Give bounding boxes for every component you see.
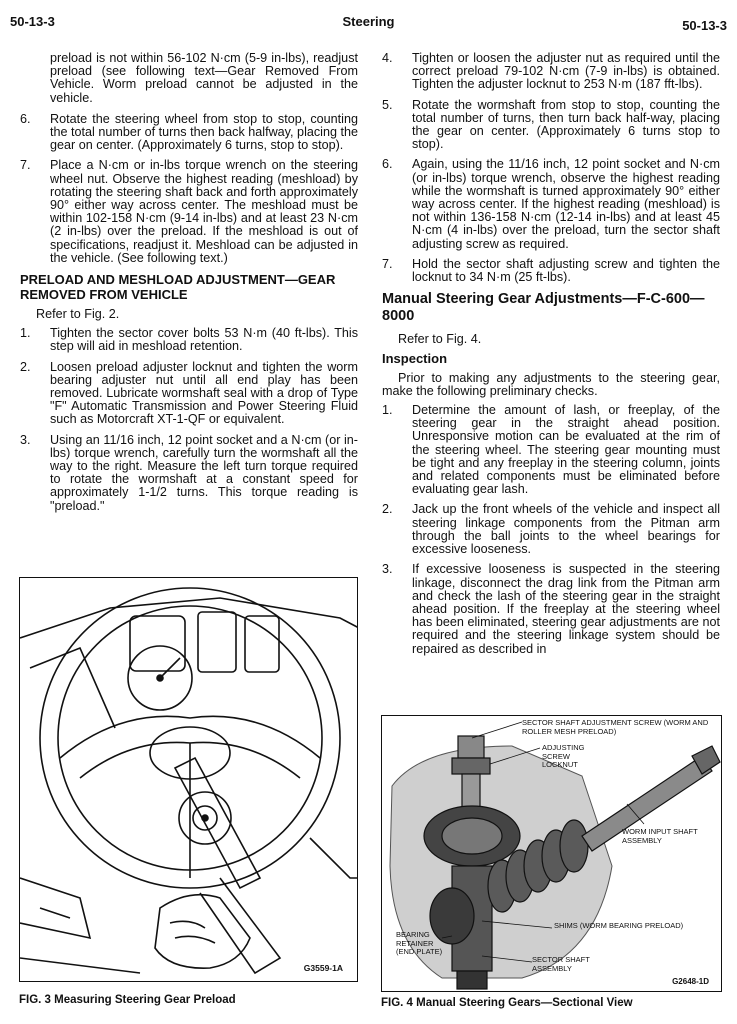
section-heading: Manual Steering Gear Adjustments—F-C-600—8000 [382,291,705,325]
list-item [382,258,720,284]
step-text: Place a N·cm or in-lbs torque wrench on the steering wheel nut. Observe the highest reading (meshload) by rotating the steering shaft back and forth approximately 90° either way across center. The meshload must be within 102-158 N·cm (9-14 in-lbs) and at least 23 N·cm (2 in-lbs) over the preload. If the meshload is out of specifications, readjust it. Meshload can be adjusted in the vehicle. (See following text.) [50,158,358,265]
list-item [20,113,358,153]
list-item [20,159,358,265]
step-number: 3. [20,432,31,447]
figure-3-caption: FIG. 3 Measuring Steering Gear Preload [19,994,236,1006]
step-text: Hold the sector shaft adjusting screw and tighten the locknut to 34 N·m (25 ft-lbs). [412,256,720,285]
step-text: Tighten the sector cover bolts 53 N·m (40 ft-lbs). This step will aid in meshload retention. [50,326,358,354]
step-number: 3. [382,562,393,577]
step-text: If excessive looseness is suspected in the steering linkage, disconnect the drag link from the Pitman arm and check the lash of the steering gear in the straight ahead position. If the freeplay at the steering wheel has been eliminated, steering gear adjustments are not required and the steering linkage system should be repaired as described in [412,562,720,656]
figure-4 [381,715,722,992]
step-number: 2. [20,359,31,374]
step-number: 6. [20,111,31,126]
step-text: Determine the amount of lash, or freeplay, of the steering gear in the straight ahead position. Unresponsive motion can be evaluated at the rim of the steering wheel. The steering gear mounting must be tight and any freeplay in the steering column, joints and related components must be eliminated before evaluating gear lash. [412,403,720,497]
list-item [382,99,720,152]
label-worm-input-shaft: WORM INPUT SHAFT ASSEMBLY [622,827,698,845]
step-number: 2. [382,502,393,517]
list-item [20,361,358,427]
page-number-left: 50-13-3 [10,14,55,29]
step-text: Tighten or loosen the adjuster nut as required until the correct preload 79-102 N·cm (7-9 in-lbs) is obtained. Tighten the adjuster locknut to 253 N·m (187 fft-lbs). [412,51,720,92]
figure-4-caption: FIG. 4 Manual Steering Gears—Sectional View [381,997,633,1009]
list-item [382,503,720,556]
list-item [382,158,720,250]
step-number: 1. [382,403,393,418]
label-sector-shaft-screw: SECTOR SHAFT ADJUSTMENT SCREW (WORM AND ROLLER MESH PRELOAD) [522,718,709,736]
step-number: 1. [20,326,31,341]
figure-reference: Refer to Fig. 4. [398,332,482,347]
section-heading: PRELOAD AND MESHLOAD ADJUSTMENT—GEAR REMOVED FROM VEHICLE [20,272,336,303]
label-sector-shaft-assembly: SECTOR SHAFT ASSEMBLY [532,955,590,973]
step-number: 7. [382,256,393,271]
intro-paragraph: Prior to making any adjustments to the steering gear, make the following preliminary checks. [382,370,720,398]
steering-wheel-illustration [20,578,358,982]
figure-3 [19,577,358,982]
step-text: Rotate the steering wheel from stop to stop, counting the total number of turns then back halfway, placing the gear on center. (Approximately 6 turns, stop to stop). [50,111,358,153]
list-item [382,404,720,496]
section-title: Steering [342,14,395,29]
label-shims: SHIMS (WORM BEARING PRELOAD) [554,921,684,930]
right-column [382,52,720,663]
continuation-paragraph: preload is not within 56-102 N·cm (5-9 in-lbs), readjust preload (see following text—Gear Removed From Vehicle. Worm preload cannot be adjusted in the vehicle. [50,51,358,105]
list-item [20,327,358,353]
page-header [10,14,727,34]
left-column [20,52,358,520]
list-item [382,563,720,655]
step-text: Again, using the 11/16 inch, 12 point socket and N·cm (or in-lbs) torque wrench, observe the highest reading while the wormshaft is turned approximately 90° either way across center. If the highest reading (meshload) is not within 136-158 N·cm (12-14 in-lbs) and at least 45 N·cm (4 in-lbs) over the preload, turn the sector shaft adjusting screw as required. [412,157,720,251]
figure-code: G3559-1A [303,963,343,973]
page-number-right: 50-13-3 [682,18,727,33]
figure-reference: Refer to Fig. 2. [36,307,120,322]
subsection-heading: Inspection [382,351,448,367]
step-number: 4. [382,51,393,65]
step-number: 5. [382,97,393,112]
list-item [382,52,720,92]
list-item [20,434,358,513]
step-number: 6. [382,157,393,172]
step-text: Rotate the wormshaft from stop to stop, counting the total number of turns, then turn back half-way, placing the gear on center. (Approximately 6 turns stop to stop). [412,97,720,152]
step-number: 7. [20,158,31,173]
step-text: Jack up the front wheels of the vehicle and inspect all steering linkage components from the Pitman arm through the ball joints to the wheel bearings for excessive looseness. [412,502,720,557]
label-adjusting-locknut: ADJUSTING SCREW LOCKNUT [542,743,585,769]
step-text: Loosen preload adjuster locknut and tighten the worm bearing adjuster nut until all end play has been removed. Lubricate wormshaft seal with a drop of Type "F" Automatic Transmission and Power Steering Fluid such as Motorcraft XT-1-QF or equivalent. [50,359,358,427]
figure-code: G2648-1D [672,977,709,986]
label-bearing-retainer: BEARING RETAINER (END PLATE) [396,930,443,956]
step-text: Using an 11/16 inch, 12 point socket and a N·cm (or in-lbs) torque wrench, carefully turn the wormshaft all the way to the right. Measure the left turn torque required to rotate the wormshaft at a constant speed for approximately 1-1/2 turns. This torque reading is "preload." [50,432,358,513]
